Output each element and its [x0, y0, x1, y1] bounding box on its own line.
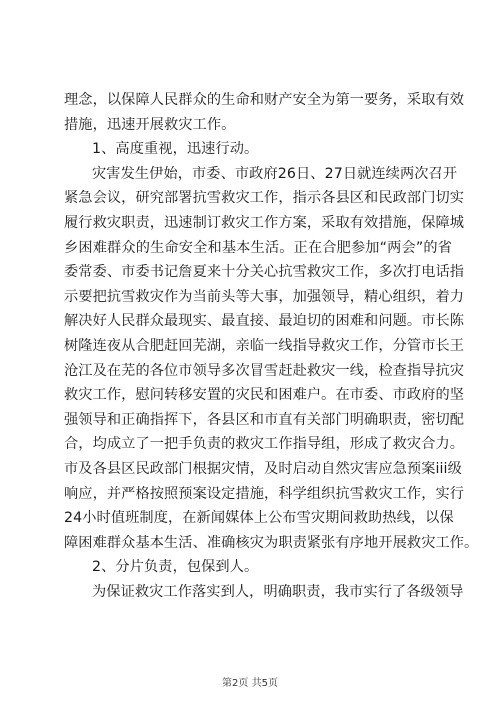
text-line: 合，均成立了一把手负责的救灾工作指导组，形成了救灾合力。: [64, 436, 465, 453]
text-line: 树隆连夜从合肥赶回芜湖，亲临一线指导救灾工作，分管市长王: [64, 337, 465, 354]
section-heading: 2、分片负责，包保到人。: [92, 559, 259, 576]
text-line: 24小时值班制度，在新闻媒体上公布雪灾期间救助热线，以保: [64, 510, 454, 527]
section-heading: 1、高度重视，迅速行动。: [92, 141, 259, 158]
text-line: 市及各县区民政部门根据灾情，及时启动自然灾害应急预案iii级: [64, 460, 462, 477]
page-number: 第2页 共5页: [222, 678, 278, 689]
text-line: 救灾工作，慰问转移安置的灾民和困难户。在市委、市政府的坚: [64, 387, 465, 404]
text-line: 委常委、市委书记詹夏来十分关心抗雪救灾工作，多次打电话指: [64, 264, 465, 281]
text-line: 示要把抗雪救灾作为当前头等大事，加强领导，精心组织，着力: [64, 288, 465, 305]
text-line: 理念，以保障人民群众的生命和财产安全为第一要务，采取有效: [64, 92, 465, 108]
text-line: 解决好人民群众最现实、最直接、最迫切的困难和问题。市长陈: [64, 313, 465, 330]
page-footer: [0, 677, 500, 691]
text-line: 履行救灾职责，迅速制订救灾工作方案，采取有效措施，保障城: [64, 214, 465, 231]
text-line: 响应，并严格按照预案设定措施，科学组织抗雪救灾工作，实行: [64, 485, 465, 502]
text-line: 灾害发生伊始，市委、市政府26日、27日就连续两次召开: [92, 165, 458, 182]
text-line: 障困难群众基本生活、准确核灾为职责紧张有序地开展救灾工作。: [64, 534, 479, 551]
body-text: [64, 88, 479, 604]
text-line: 乡困难群众的生命安全和基本生活。正在合肥参加“两会”的省: [64, 239, 452, 256]
text-line: 强领导和正确指挥下，各县区和市直有关部门明确职责，密切配: [64, 411, 465, 428]
text-line: 紧急会议，研究部署抗雪救灾工作，指示各县区和民政部门切实: [64, 190, 465, 207]
text-line: 沧江及在芜的各位市领导多次冒雪赶赴救灾一线，检查指导抗灾: [64, 362, 465, 379]
text-line: 为保证救灾工作落实到人，明确职责，我市实行了各级领导: [92, 583, 464, 600]
text-line: 措施，迅速开展救灾工作。: [64, 116, 236, 133]
